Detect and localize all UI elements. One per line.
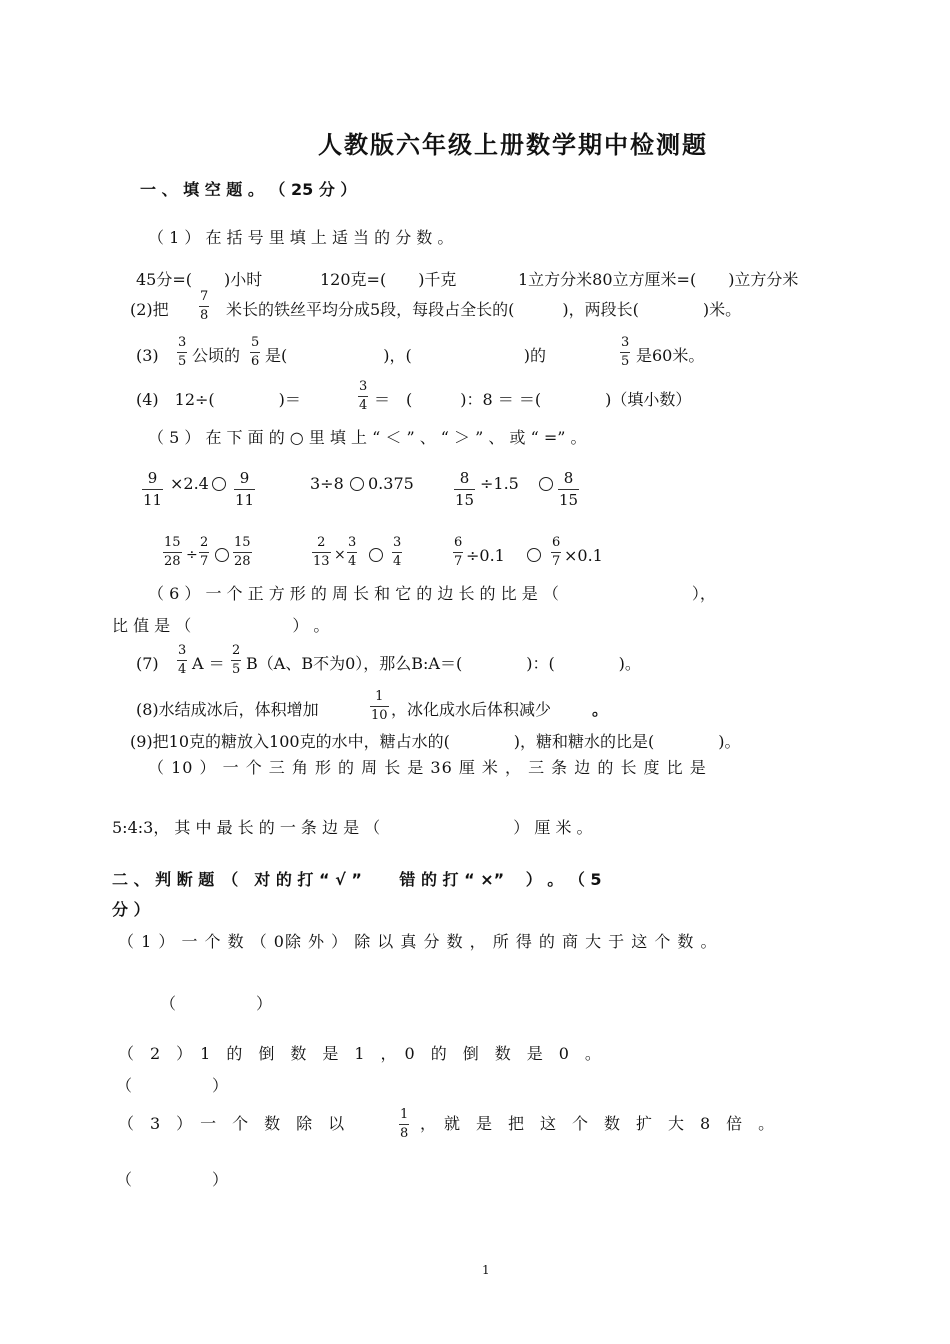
j3-f-num: 1 [400,1107,409,1122]
q3-f3-num: 3 [621,335,630,350]
q5-r2b-op: × [334,547,346,563]
q5-r2a-num2: 2 [200,535,209,550]
q5-r2a-rnum: 15 [234,535,251,550]
q5-r2c-op: ÷0.1 [466,546,505,565]
j3-f-den: 8 [400,1126,409,1141]
j1-answer-paren[interactable]: （ ） [160,994,273,1013]
q5-r1b-answer-circle[interactable] [350,477,364,491]
q5-r2a-den2: 7 [200,554,209,569]
q5-r1c-num: 8 [459,469,470,487]
page-title: 人教版六年级上册数学期中检测题 [318,131,708,159]
q5-r2b-den2: 4 [348,554,357,569]
q3-fraction-1 [177,336,187,369]
q3-text-3: 是60米。 [636,346,705,365]
q3-prefix: (3) [136,346,159,365]
q3-f1-num: 3 [178,335,187,350]
q5-r2a-den: 28 [164,554,181,569]
q8-text-1: (8)水结成冰后，体积增加 [136,700,319,719]
q5-instruction: （ 5 ） 在 下 面 的 ○ 里 填 上 “ ＜ ” 、 “ ＞ ” 、 或 “ =” 。 [148,428,587,447]
section1-heading: 一 、 填 空 题 。 （ 25 分 ） [140,180,357,199]
q5-r1a-answer-circle[interactable] [212,477,226,491]
q5-r2b-num2: 3 [348,535,357,550]
q7-f2-num: 2 [232,643,241,658]
q8-fraction [370,690,389,723]
q5-r1a-rden: 11 [235,491,255,509]
q5-r2b-rnum: 3 [393,535,402,550]
q5-r2a-frac2 [199,536,209,569]
q5-r1c-rnum: 8 [563,469,574,487]
q4-f-num: 3 [359,379,368,394]
q5-r1c-answer-circle[interactable] [539,477,553,491]
q5-r2c-num: 6 [454,535,463,550]
q3-fraction-2 [250,336,260,369]
q7-prefix: (7) [136,654,159,673]
q5-r2b-answer-circle[interactable] [369,548,383,562]
q7-f1-num: 3 [178,643,187,658]
q3-f2-num: 5 [251,335,260,350]
q10-line1: （ 10 ） 一 个 三 角 形 的 周 长 是 36 厘 米 ， 三 条 边 的 长 度 比 是 [148,758,707,777]
q5-r2c-rden: 7 [552,554,561,569]
q2-fraction-den: 8 [200,308,209,323]
q5-r1c-rfrac [558,470,579,509]
j3-answer-paren[interactable]: （ ） [116,1170,229,1189]
q1-instruction: （ 1 ） 在 括 号 里 填 上 适 当 的 分 数 。 [148,228,454,247]
q5-r2a-frac [163,536,182,569]
q5-r1a-op: ×2.4 [170,474,209,493]
q4-text-1: (4) 12÷( )＝ [136,390,301,409]
q5-r2a-rfrac [233,536,252,569]
q5-r1a-rfrac [234,470,255,509]
j3-text-2: ， 就 是 把 这 个 数 扩 大 8 倍 。 [420,1114,775,1133]
q5-r1b-right: 0.375 [368,474,414,493]
q5-r2b-rden: 4 [393,554,402,569]
q4-f-den: 4 [359,398,368,413]
q1-item-a: 45分=( )小时 [136,270,263,289]
q8-text-2: ，冰化成水后体积减少 [391,700,552,719]
j3-fraction [399,1108,409,1141]
q5-r1c-frac [454,470,475,509]
q3-text-1: 公顷的 [192,346,241,365]
q5-r2a-num: 15 [164,535,181,550]
q9-text: (9)把10克的糖放入100克的水中，糖占水的( )，糖和糖水的比是( )。 [130,732,741,751]
q4-text-2: ＝ ( )：8 ＝ ＝( )（填小数） [374,390,692,409]
q7-fraction-1 [177,644,187,677]
q5-r2c-rnum: 6 [552,535,561,550]
q2-text: 米长的铁丝平均分成5段，每段占全长的( )，两段长( )米。 [226,300,742,319]
q5-r1a-den: 11 [143,491,163,509]
q8-f-num: 1 [375,689,384,704]
q5-r1c-den: 15 [455,491,475,509]
q8-f-den: 10 [371,708,388,723]
q4-fraction [358,380,368,413]
q5-r1b-left: 3÷8 [310,474,344,493]
q5-r1a-rnum: 9 [239,469,250,487]
q5-r2c-rfrac [551,536,561,569]
q3-text-2: 是( )，( )的 [265,346,546,365]
q2-prefix: (2)把 [130,300,169,319]
q5-r2b-den: 13 [313,554,330,569]
q5-r1c-op: ÷1.5 [480,474,519,493]
q5-r2c-answer-circle[interactable] [527,548,541,562]
q6-line2: 比 值 是 （ ） 。 [112,616,330,635]
q7-f2-den: 5 [232,662,241,677]
q1-item-c: 1立方分米80立方厘米=( )立方分米 [518,270,799,289]
q5-r1a-num: 9 [147,469,158,487]
q5-r2c-op2: ×0.1 [564,546,603,565]
q5-r2a-op: ÷ [186,547,198,563]
q8-period: 。 [592,700,609,719]
j1-text: （ 1 ） 一 个 数 （ 0除 外 ） 除 以 真 分 数 ， 所 得 的 商 大 于 这 个 数 。 [118,932,718,951]
q7-text-2: B（A、B不为0），那么B:A＝( )：( )。 [246,654,641,673]
q2-fraction-num: 7 [200,289,209,304]
section2-heading: 二 、 判 断 题 （ 对 的 打 “ √ ” 错 的 打 “ ×” ） 。 （ 5 [112,870,602,889]
section2-heading-cont: 分 ） [112,900,150,919]
q3-f3-den: 5 [621,354,630,369]
q5-r2b-num: 2 [317,535,326,550]
j2-answer-paren[interactable]: （ ） [116,1076,229,1095]
q3-f2-den: 6 [251,354,260,369]
q3-fraction-3 [620,336,630,369]
q5-r1a-frac [142,470,163,509]
page-number: 1 [482,1263,490,1277]
q3-f1-den: 5 [178,354,187,369]
q5-r2a-answer-circle[interactable] [215,548,229,562]
q5-r2a-rden: 28 [234,554,251,569]
q5-r1c-rden: 15 [559,491,579,509]
q5-r2c-frac [453,536,463,569]
q1-item-b: 120克=( )千克 [320,270,457,289]
q7-fraction-2 [231,644,241,677]
j2-text: （ 2 ） 1 的 倒 数 是 1 ， 0 的 倒 数 是 0 。 [118,1044,601,1063]
q5-r2b-frac2 [347,536,357,569]
q6-line1: （ 6 ） 一 个 正 方 形 的 周 长 和 它 的 边 长 的 比 是 （ ）， [148,584,716,603]
q7-f1-den: 4 [178,662,187,677]
q5-r2b-rfrac [392,536,402,569]
q5-r2b-frac [312,536,331,569]
q5-r2c-den: 7 [454,554,463,569]
q10-line2: 5:4:3， 其 中 最 长 的 一 条 边 是 （ ） 厘 米 。 [112,818,593,837]
q7-text-1: A ＝ [192,654,225,673]
q2-fraction [199,290,209,323]
j3-text-1: （ 3 ） 一 个 数 除 以 [118,1114,345,1133]
